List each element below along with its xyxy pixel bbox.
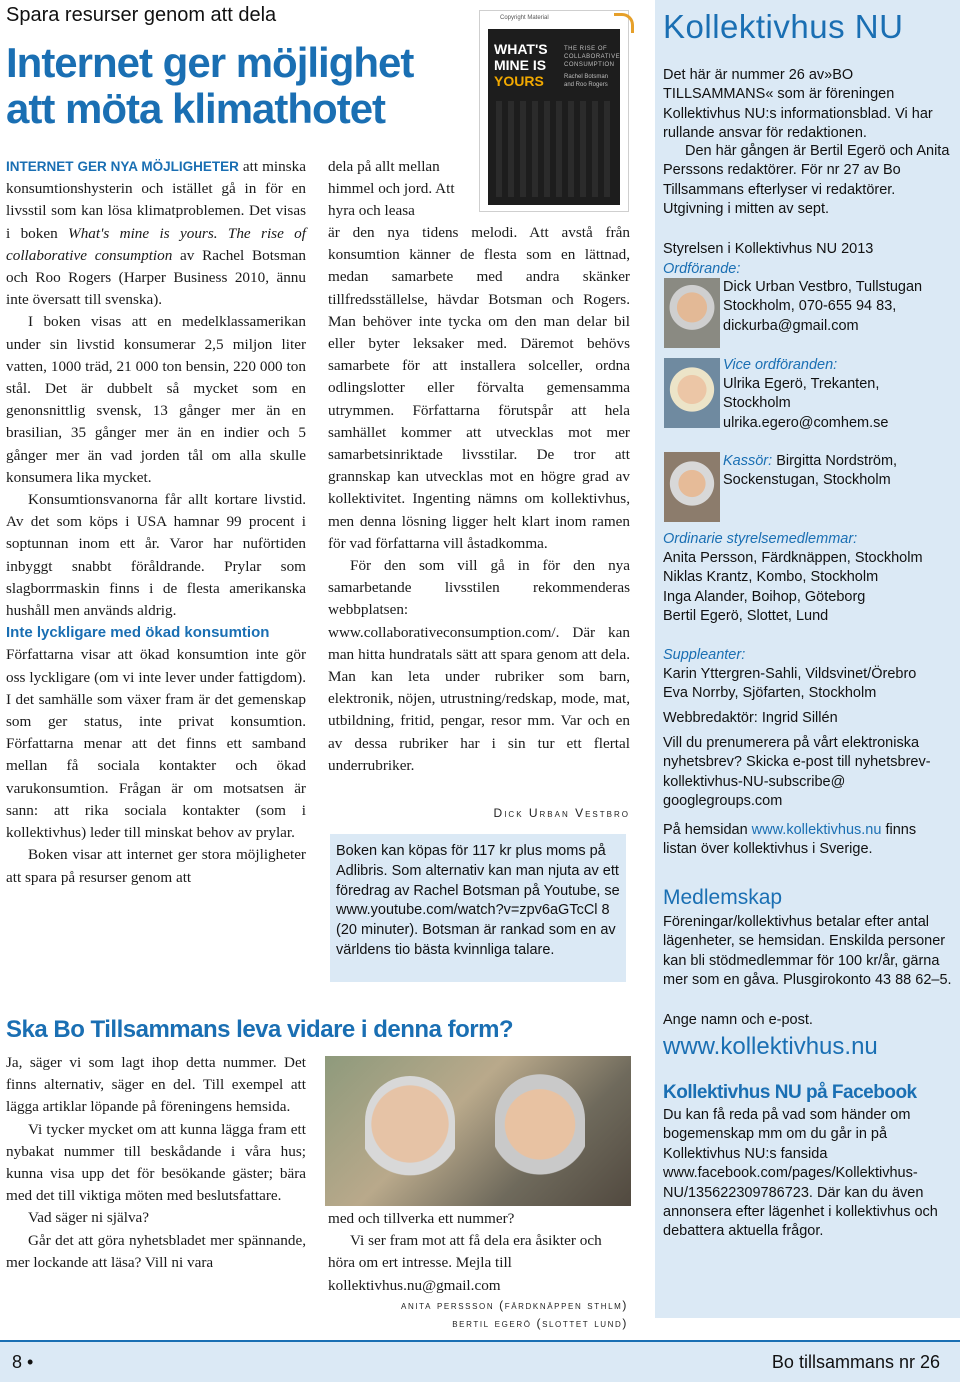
article2-col2-paragraph-2: Vi ser fram mot att få dela era åsikter och höra om ert intresse. Mejla till kollektivhus.nu@gmail.com [328,1232,602,1294]
article2-paragraph-1: Ja, säger vi som lagt ihop detta nummer. Det finns alternativ, säger en del. Till exempel att lägga artiklar löpande på föreningens hemsida. [6,1054,306,1116]
article1-signature: Dick Urban Vestbro [493,806,630,820]
board-title: Styrelsen i Kollektivhus NU 2013 [663,241,874,257]
membership-text-2: Ange namn och e-post. [663,1012,813,1028]
chair-label: Ordförande: [663,261,741,277]
deputies-label: Suppleanter: [663,647,746,663]
article2-paragraph-3: Vad säger ni själva? [28,1209,150,1227]
homepage-pre: På hemsidan [663,822,752,838]
article2-headline: Ska Bo Tillsammans leva vidare i denna form? [6,1016,514,1043]
homepage-info [663,821,953,860]
issue-label: Bo tillsammans nr 26 [771,1352,940,1372]
book-title-line-2: MINE IS [494,57,547,73]
membership-text: Föreningar/kollektivhus betalar efter antal lägenheter, se hemsidan. Enskilda personer kan bli stödmedlemmar för 100 kr/år, gärna mer som en gåva. Plusgirokonto 43 88 62–5. [663,914,952,989]
book-cover-illustration [496,101,612,197]
facebook-title: Kollektivhus NU på Facebook [663,1082,917,1103]
article1-column-2 [328,222,630,777]
vice-chair-photo [664,358,720,428]
deputy-item: Eva Norrby, Sjöfarten, Stockholm [663,685,877,702]
member-item: Niklas Krantz, Kombo, Stockholm [663,569,879,586]
deputy-item: Karin Yttergren-Sahli, Vildsvinet/Örebro [663,666,917,682]
page-number: 8 • [12,1352,34,1372]
sidebar-title: Kollektivhus NU [663,8,904,45]
member-item: Inga Alander, Boihop, Göteborg [663,588,866,605]
treasurer-photo [664,452,720,522]
article1-subhead: Inte lyckligare med ökad konsumtion [6,624,270,642]
homepage-post: finns listan över kollektivhus i Sverige. [663,822,917,858]
book-title-line-1: WHAT'S [494,41,548,57]
article1-p1-end: av Rachel Botsman och Roo Rogers (Harper Business 2010, ännu inte översatt till svenska). [6,246,306,309]
newsletter-info: Vill du prenumerera på vårt elektroniska nyhetsbrev? Skicka e-post till nyhetsbrev-kollektivhus-NU-subscribe@ googlegroups.com [663,735,931,810]
article1-paragraph-4: Författarna visar att ökad konsumtion inte gör oss lyckligare (om vi inte lever under fattigdom). I det samhälle som växer fram är det gemenskap som ger status, inte privat konsumtion. Författarna menar att det finns ett samband mellan få sociala kontakter och ökad varukonsumtion. Frågan är om motsatsen är sann: att rika sociala kontakter (som i kollektivhus) leder till minskat behov av prylar. [6,646,306,842]
article1-col2-top-text: dela på allt mellan himmel och jord. Att hyra och leasa [328,158,455,220]
members-label: Ordinarie styrelsemedlemmar: [663,531,858,547]
article1-col2-paragraph-2: För den som vill gå in för den nya samarbetande livsstilen rekommenderas webbplatsen: www.collaborativeconsumption.com/. Där kan man hitta hundratals sätt att spara genom att dela. Man kan leta under rubriker som barn, elektronik, nöjen, utrustning/redskap, mode, mat, utbildning, fritid, pengar, resor mm. Var och en av dessa rubriker har i sin tur ett flertal underrubriker. [328,557,630,774]
article1-book-subtitle: The rise of collaborative consumption [6,224,306,264]
article1-paragraph-3: Konsumtionsvanorna får allt kortare livstid. Av det som köps i USA hamnar 99 procent i soptunnan inom ett år. Varor har nuförtiden inbyggt snabbt föråldrande. Prylar som slagborrmaskin finns i de flesta amerikanska hushåll men används aldrig. [6,491,306,620]
book-authors: Rachel Botsman and Roo Rogers [564,74,609,88]
article1-column-1 [6,156,306,889]
article1-paragraph-2: I boken visas att en medelklassamerikan under sin livstid konsumerar 2,5 miljon liter vatten, 1000 träd, 21 000 ton bensin, 220 000 ton stål. Det är dubbelt så mycket som en genonsnittlig svensk, 13 gånger mer än en brasilian, 35 gånger mer än en indier och 5 gånger mer än vad jorden tål om alla skulle konsumera lika mycket. [6,313,306,486]
book-title [494,41,560,89]
book-subtitle: THE RISE OF COLLABORATIVE CONSUMPTION [564,46,621,68]
headline-line-1: Internet ger möjlighet [6,39,414,86]
headline-line-2: att möta klimathotet [6,85,386,132]
article2-column-1 [6,1052,306,1274]
member-item: Bertil Egerö, Slottet, Lund [663,608,829,625]
page-footer [0,1340,960,1382]
book-top-label: Copyright Material [500,15,549,21]
facebook-text: Du kan få reda på vad som händer om bogemenskap mm om du går in på Kollektivhus NU:s fansida www.facebook.com/pages/Kollektivhus-NU/135622309786723. Där kan du även annonsera efter lägenhet i kollektivhus och debattera aktuella frågor. [663,1107,938,1240]
article1-column-2-top [328,156,464,223]
editors-photo [325,1056,631,1206]
editor-portrait-1 [365,1076,455,1196]
article1-paragraph-1 [6,156,306,311]
sidebar-intro-2: Den här gången är Bertil Egerö och Anita Perssons redaktörer. För nr 27 av Bo Tillsammans efterlyser vi redaktörer. Utgivning i mitten av sept. [663,143,950,218]
homepage-link[interactable]: www.kollektivhus.nu [751,822,882,838]
article2-paragraph-2: Vi tycker mycket om att kunna lägga fram ett nybakat nummer till beskådande i våra hus; kunna visa upp det för besökande gäster; bära med det till viktiga möten med beslutsfattare. [6,1120,306,1205]
article2-signature-2: bertil egerö (slottet lund) [452,1316,628,1330]
web-editor: Webbredaktör: Ingrid Sillén [663,710,838,726]
book-cover-inner [488,29,620,205]
chair-photo [664,278,720,348]
sidebar [655,0,960,1318]
article2-signature-1: anita perssson (färdknäppen sthlm) [401,1298,628,1312]
article1-book-title: What's mine is yours. [68,224,218,242]
article1-p1-text: att minska konsumtionshysterin och istället gå in för en livsstil som kan lösa klimatproblemen. Det visas i boken [6,158,306,242]
member-item: Anita Persson, Färdknäppen, Stockholm [663,550,923,566]
article1-paragraph-5: Boken visar att internet ger stora möjligheter att spara på resurser genom att [6,846,306,886]
chair-details: Dick Urban Vestbro, Tullstugan Stockholm, 070-655 94 83, dickurba@gmail.com [723,279,923,334]
purchase-info-text: Boken kan köpas för 117 kr plus moms på Adlibris. Som alternativ kan man njuta av ett föredrag av Rachel Botsman på Youtube, se www.youtube.com/watch?v=zpv6aGTcCl 8 (20 minuter). Botsman är rankad som en av världens tio bästa kvinnliga talare. [336,843,620,958]
vice-details: Ulrika Egerö, Trekanten, Stockholm ulrika.egero@comhem.se [723,376,889,431]
book-title-line-3: YOURS [494,73,544,89]
treasurer-label: Kassör: [723,453,773,469]
members-list [663,549,953,627]
kicker: Spara resurser genom att dela [6,4,277,26]
website-url[interactable]: www.kollektivhus.nu [663,1033,878,1060]
purchase-info-box [330,834,626,982]
sidebar-intro: Det här är nummer 26 av»BO TILLSAMMANS« som är föreningen Kollektivhus NU:s informationsblad. Vi har rullande ansvar för redaktionen. [663,67,933,142]
article1-col2-paragraph-1: är den nya tidens melodi. Att avstå från konsumtion känner de flesta som en lättnad, medan samarbete med andra skänker tillfredsställelse, hävdar Botsman och Rogers. Man behöver inte tycka om den man delar bil eller byter leksaker med. Däremot behövs samarbete för att installera solceller, ordna odlingslotter eller förvalta gemensamma utrymmen. Författarna förutspår att hela samhället kommer att utvecklas mot mer samarbetsinriktade livsstilar. De tror att grannskap kan utvecklas mot en högre grad av kollektivitet. Ingenting nämns om kollektivhus, men denna lösning ligger helt klart inom ramen för vad författarna vill åstadkomma. [328,224,630,552]
article2-column-2 [328,1208,630,1297]
book-cover [479,10,629,212]
article2-paragraph-4: Går det att göra nyhetsbladet mer spännande, mer lockande att läsa? Vill ni vara [6,1231,306,1271]
editor-portrait-2 [495,1074,585,1194]
deputies-list [663,665,953,704]
article2-col2-paragraph-1: med och tillverka ett nummer? [328,1210,515,1227]
treasurer-details [723,452,948,491]
membership-title: Medlemskap [663,886,783,909]
headline [6,40,456,132]
treasurer-text: Birgitta Nordström, Sockenstugan, Stockholm [723,453,898,489]
vice-label: Vice ordföranden: [723,357,838,373]
article1-lead: INTERNET GER NYA MÖJLIGHETER [6,159,239,174]
